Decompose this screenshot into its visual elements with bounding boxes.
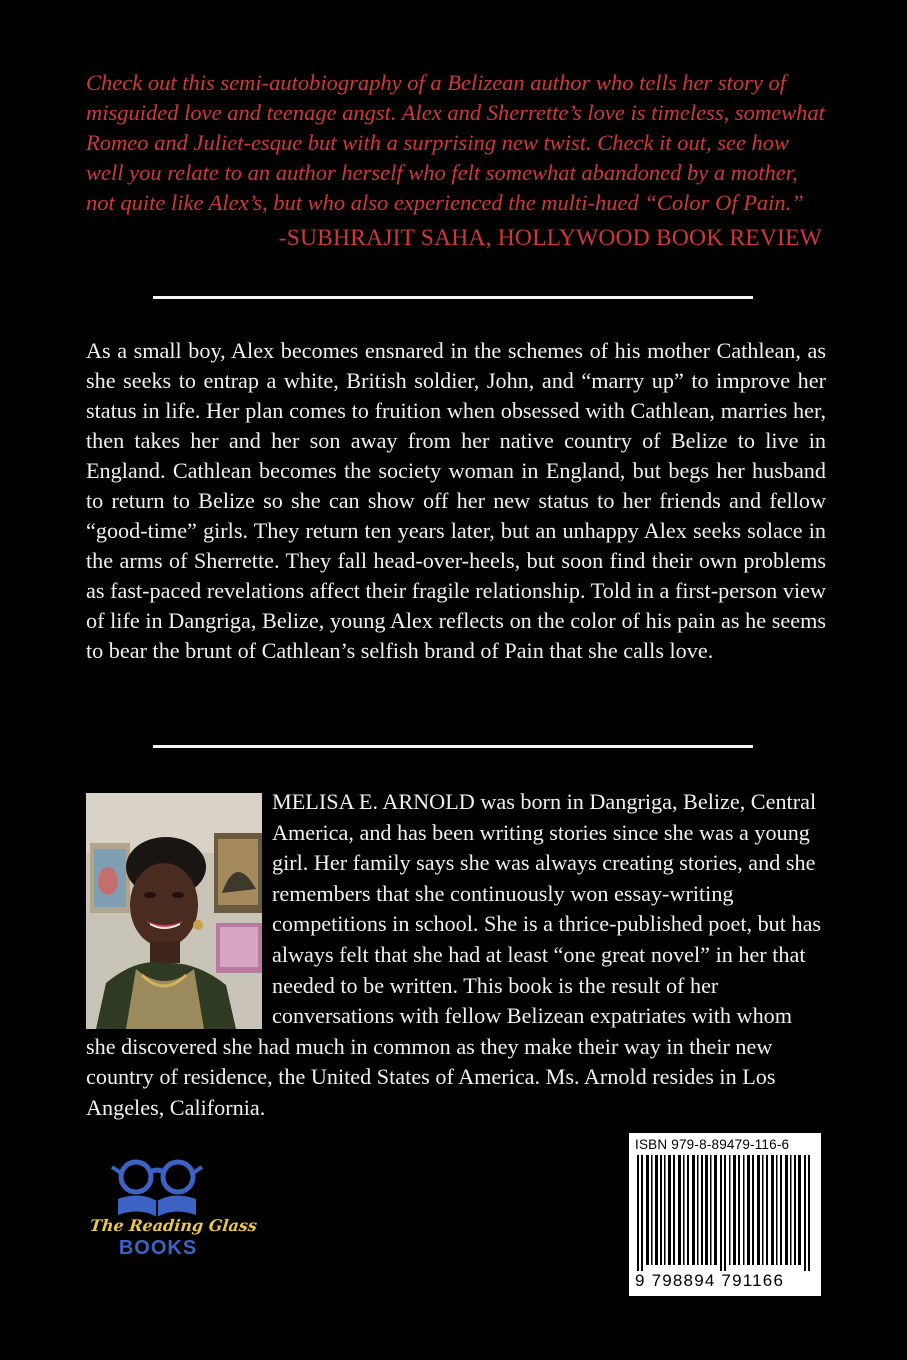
- isbn-label: ISBN 979-8-89479-116-6: [635, 1137, 790, 1152]
- divider-rule-top: [153, 296, 753, 299]
- book-synopsis: As a small boy, Alex becomes ensnared in the schemes of his mother Cathlean, as she seeks to entrap a white, British soldier, John, and “marry up” to improve her status in life. Her plan comes to fruition when obsessed with Cathlean, marries her, then takes her and her son away from her native country of Belize to live in England. Cathlean becomes the society woman in England, but begs her husband to return to Belize so she can show off her new status to her friends and fellow “good-time” girls. They return ten years later, but an unhappy Alex seeks solace in the arms of Sherrette. They fall head-over-heels, but soon find their own problems as fast-paced revelations affect their fragile relationship. Told in a first-person view of life in Dangriga, Belize, young Alex reflects on the color of his pain as he seems to bear the brunt of Cathlean’s selfish brand of Pain that she calls love.: [86, 338, 826, 663]
- divider-rule-bottom: [153, 745, 753, 748]
- author-bio-text: MELISA E. ARNOLD was born in Dangriga, Belize, Central America, and has been writing stories since she was a young girl. Her family says she was always creating stories, and she remembers that she continuously won essay-writing competitions in school. She is a thrice-published poet, but has always felt that she had at least “one great novel” in her that needed to be written. This book is the result of her conversations with fellow Belizean expatriates with whom she discovered she had much in common as they make their way in their new country of residence, the United States of America. Ms. Arnold resides in Los Angeles, California.: [86, 789, 822, 1120]
- publisher-script-name: The Reading Glass: [89, 1216, 258, 1235]
- author-bio: [86, 787, 826, 1124]
- publisher-logo: [89, 1155, 258, 1265]
- isbn-barcode: [629, 1133, 821, 1296]
- barcode-icon: [637, 1155, 815, 1271]
- review-attribution: -SUBHRAJIT SAHA, HOLLYWOOD BOOK REVIEW: [278, 225, 822, 251]
- reading-glasses-icon: [90, 1155, 240, 1219]
- publisher-books-label: BOOKS: [118, 1237, 198, 1259]
- review-quote: Check out this semi-autobiography of a Belizean author who tells her story of misguided love and teenage angst. Alex and Sherrette’s love is timeless, somewhat Romeo and Juliet-esque but with a surprising new twist. Check it out, see how well you relate to an author herself who felt somewhat abandoned by a mother, not quite like Alex’s, but who also experienced the multi-hued “Color Of Pain.”: [86, 70, 825, 215]
- author-photo-spacer: [86, 787, 272, 1031]
- isbn-digits: 9 798894 791166: [635, 1271, 785, 1290]
